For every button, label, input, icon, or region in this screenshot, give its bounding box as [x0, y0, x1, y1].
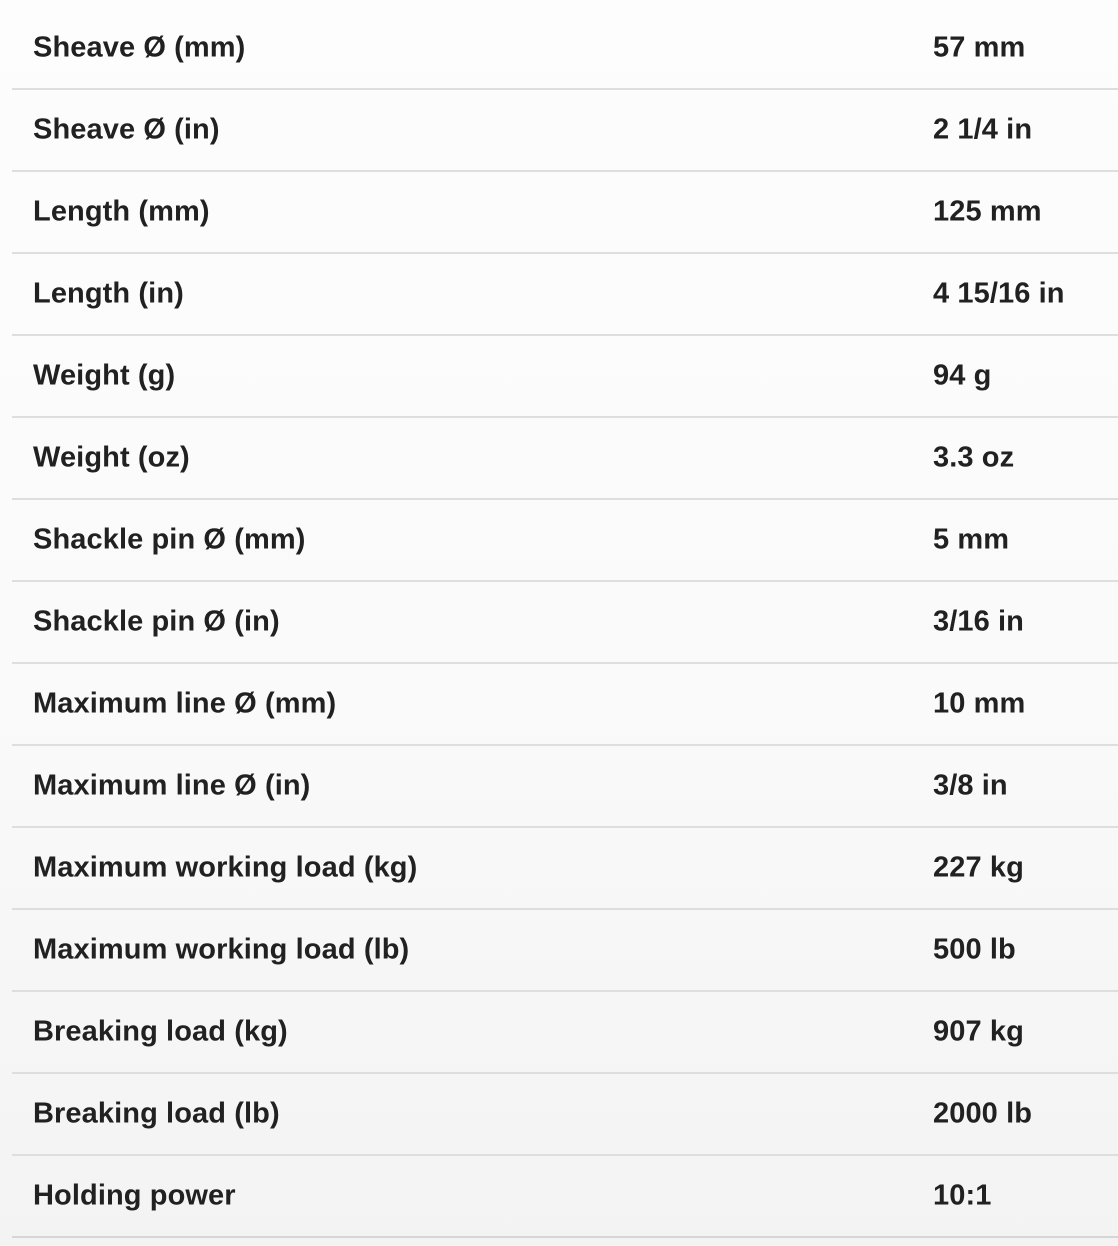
spec-value: 125 mm [933, 195, 1042, 228]
table-row [12, 1156, 1118, 1238]
spec-value: 907 kg [933, 1015, 1024, 1048]
table-row [12, 418, 1118, 500]
table-row [12, 336, 1118, 418]
spec-label: Length (in) [33, 277, 184, 310]
table-row [12, 8, 1118, 90]
spec-label: Shackle pin Ø (mm) [33, 523, 306, 556]
spec-value: 500 lb [933, 933, 1016, 966]
spec-value: 4 15/16 in [933, 277, 1065, 310]
spec-value: 57 mm [933, 31, 1026, 64]
spec-value: 2 1/4 in [933, 113, 1033, 146]
table-row [12, 992, 1118, 1074]
spec-label: Breaking load (lb) [33, 1097, 280, 1130]
spec-label: Weight (g) [33, 359, 176, 392]
spec-label: Sheave Ø (mm) [33, 31, 246, 64]
spec-value: 10:1 [933, 1179, 992, 1212]
table-row [12, 254, 1118, 336]
spec-value: 5 mm [933, 523, 1010, 556]
spec-label: Shackle pin Ø (in) [33, 605, 280, 638]
spec-value: 227 kg [933, 851, 1024, 884]
spec-value: 94 g [933, 359, 992, 392]
spec-label: Maximum working load (lb) [33, 933, 410, 966]
spec-label: Sheave Ø (in) [33, 113, 220, 146]
table-row [12, 500, 1118, 582]
spec-label: Length (mm) [33, 195, 210, 228]
spec-value: 2000 lb [933, 1097, 1033, 1130]
table-row [12, 910, 1118, 992]
spec-label: Maximum working load (kg) [33, 851, 418, 884]
specifications-table [12, 8, 1118, 1238]
spec-value: 3/8 in [933, 769, 1008, 802]
table-row [12, 172, 1118, 254]
spec-value: 10 mm [933, 687, 1026, 720]
table-row [12, 828, 1118, 910]
table-row [12, 582, 1118, 664]
spec-value: 3/16 in [933, 605, 1024, 638]
spec-label: Breaking load (kg) [33, 1015, 288, 1048]
table-row [12, 1074, 1118, 1156]
spec-label: Weight (oz) [33, 441, 190, 474]
table-row [12, 746, 1118, 828]
spec-label: Maximum line Ø (mm) [33, 687, 337, 720]
spec-label: Maximum line Ø (in) [33, 769, 311, 802]
table-row [12, 664, 1118, 746]
spec-label: Holding power [33, 1179, 236, 1212]
table-row [12, 90, 1118, 172]
spec-value: 3.3 oz [933, 441, 1015, 474]
